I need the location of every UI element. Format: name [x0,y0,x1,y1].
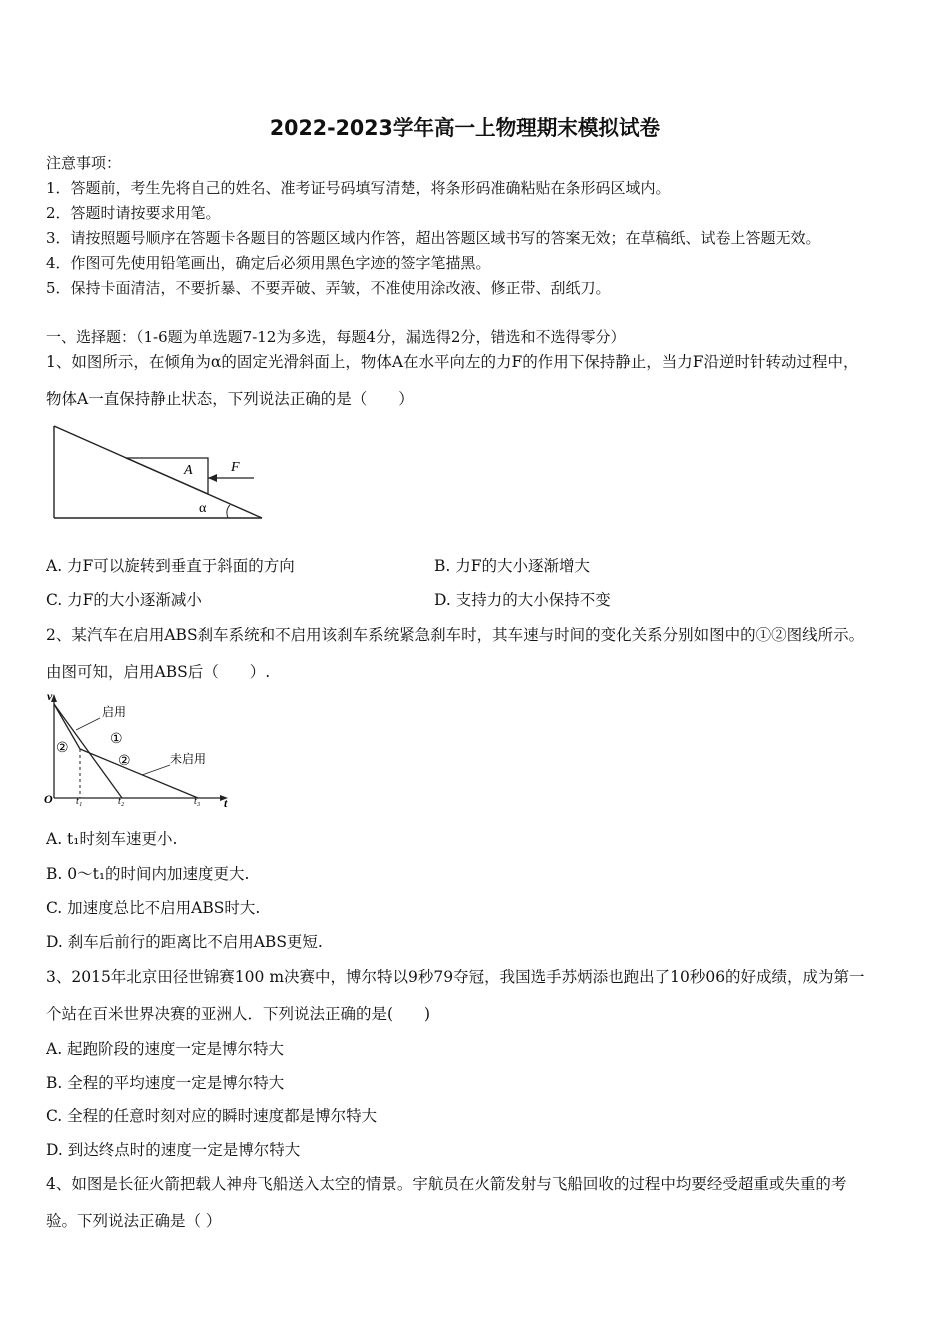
q1-incline-figure [40,418,272,526]
q3-option-b: B. 全程的平均速度一定是博尔特大 [46,1074,285,1092]
curve-2-marker-left: ② [56,741,69,756]
q2-stem-line2: 由图可知，启用ABS后（ ）. [46,663,271,681]
block-label: A [184,463,193,478]
t3-label: t₃ [194,796,201,807]
q2-stem-line1: 2、某汽车在启用ABS刹车系统和不启用该刹车系统紧急刹车时，其车速与时间的变化关系分别如图中的①②图线所示。 [46,626,865,644]
label-abs-off: 未启用 [170,752,207,766]
notice-heading: 注意事项： [46,154,122,172]
q1-option-c: C. 力F的大小逐渐减小 [46,591,202,609]
block-a [126,458,208,494]
curve-2-marker-right: ② [118,754,131,769]
q1-stem-line1: 1、如图所示，在倾角为α的固定光滑斜面上，物体A在水平向左的力F的作用下保持静止，当力F沿逆时针转动过程中， [46,353,859,371]
notice-item-5: 5．保持卡面清洁，不要折暴、不要弄破、弄皱，不准使用涂改液、修正带、刮纸刀。 [46,279,611,297]
q1-stem-line2: 物体A一直保持静止状态，下列说法正确的是（ ） [46,390,414,408]
q2-option-d: D. 刹车后前行的距离比不启用ABS更短. [46,933,323,951]
notice-item-1: 1．答题前，考生先将自己的姓名、准考证号码填写清楚，将条形码准确粘贴在条形码区域内。 [46,179,671,197]
v-label: v [47,689,53,703]
page-title: 2022-2023学年高一上物理期末模拟试卷 [269,116,661,140]
q4-stem-line1: 4、如图是长征火箭把载人神舟飞船送入太空的情景。宇航员在火箭发射与飞船回收的过程中均要经受超重或失重的考 [46,1175,847,1193]
angle-label: α [199,501,207,516]
q1-option-d: D. 支持力的大小保持不变 [434,591,611,609]
t2-label: t₂ [118,796,125,807]
q3-stem-line2: 个站在百米世界决赛的亚洲人．下列说法正确的是( ) [46,1005,431,1023]
q2-option-a: A. t₁时刻车速更小. [46,830,178,848]
q1-option-b: B. 力F的大小逐渐增大 [434,557,590,575]
section-heading: 一、选择题：（1-6题为单选题7-12为多选，每题4分，漏选得2分，错选和不选得零分） [46,328,626,346]
q4-stem-line2: 验。下列说法正确是（ ） [46,1212,222,1230]
q3-option-d: D. 到达终点时的速度一定是博尔特大 [46,1141,301,1159]
q1-option-a: A. 力F可以旋转到垂直于斜面的方向 [46,557,295,575]
t-label: t [224,796,228,810]
notice-item-2: 2．答题时请按要求用笔。 [46,204,221,222]
q2-vt-graph [38,686,234,810]
origin-label: O [44,792,53,806]
angle-arc [227,505,230,518]
notice-item-4: 4．作图可先使用铅笔画出，确定后必须用黑色字迹的签字笔描黑。 [46,254,491,272]
label-abs-on: 启用 [102,705,127,719]
t1-label: t₁ [76,796,83,807]
q3-option-a: A. 起跑阶段的速度一定是博尔特大 [46,1040,285,1058]
q3-stem-line1: 3、2015年北京田径世锦赛100 m决赛中，博尔特以9秒79夺冠，我国选手苏炳添也跑出了10秒06的好成绩，成为第一 [46,968,865,986]
notice-item-3: 3．请按照题号顺序在答题卡各题目的答题区域内作答，超出答题区域书写的答案无效；在草稿纸、试卷上答题无效。 [46,229,821,247]
q3-option-c: C. 全程的任意时刻对应的瞬时速度都是博尔特大 [46,1107,378,1125]
q2-option-b: B. 0～t₁的时间内加速度更大. [46,865,250,883]
curve-1-marker: ① [110,732,123,747]
force-label: F [231,460,240,475]
q2-option-c: C. 加速度总比不启用ABS时大. [46,899,261,917]
